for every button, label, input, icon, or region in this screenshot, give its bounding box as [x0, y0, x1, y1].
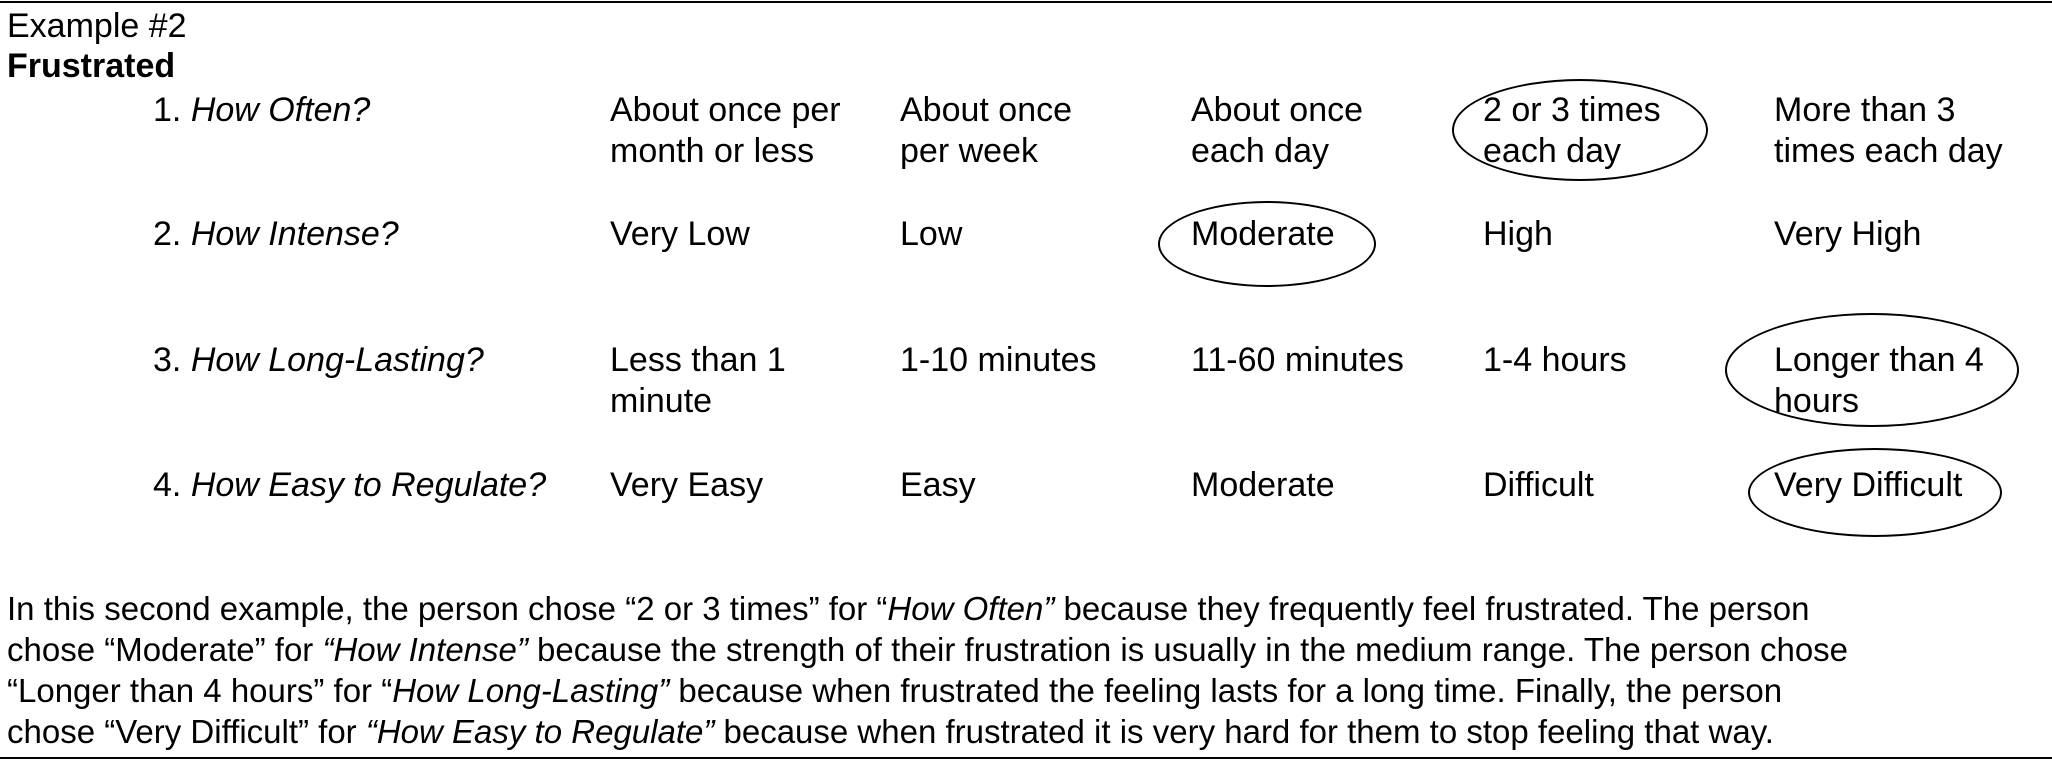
- option-moderate: Moderate: [1191, 215, 1335, 253]
- selection-circle-how-intense: [1158, 201, 1376, 287]
- option-very-difficult: Very Difficult: [1774, 466, 1963, 504]
- option-1-10-minutes: 1-10 minutes: [900, 341, 1097, 379]
- question-label: How Long-Lasting?: [190, 341, 484, 379]
- explanation-line: chose “Very Difficult” for “How Easy to Regulate” because when frustrated it is very hard for them to stop feeling that way.: [7, 713, 1774, 750]
- question-label: How Often?: [190, 91, 371, 129]
- question-label: How Intense?: [190, 215, 399, 253]
- option-11-60-minutes: 11-60 minutes: [1191, 341, 1404, 379]
- question-number: 2.: [153, 215, 182, 253]
- question-how-long-lasting: [153, 340, 484, 381]
- option-very-high: Very High: [1774, 215, 1922, 253]
- selection-circle-how-long-lasting: [1725, 313, 2019, 427]
- selection-circle-how-easy-to-regulate: [1748, 448, 2002, 537]
- option-moderate: Moderate: [1191, 466, 1335, 504]
- option-less-than-1-minute: Less than 1 minute: [610, 341, 786, 420]
- question-label: How Easy to Regulate?: [190, 466, 547, 504]
- explanation-line: In this second example, the person chose “2 or 3 times” for “How Often” because they frequently feel frustrated. The person: [7, 590, 1810, 627]
- option-low: Low: [900, 215, 963, 253]
- emotion-title: Frustrated: [7, 47, 176, 85]
- option-2-or-3-times-each-day: 2 or 3 times each day: [1483, 91, 1661, 170]
- option-difficult: Difficult: [1483, 466, 1594, 504]
- question-how-easy-to-regulate: [153, 465, 546, 506]
- explanation-paragraph: [7, 588, 2047, 752]
- option-more-than-3-times: More than 3 times each day: [1774, 91, 2003, 170]
- question-how-intense: [153, 214, 399, 255]
- option-high: High: [1483, 215, 1553, 253]
- option-very-easy: Very Easy: [610, 466, 764, 504]
- explanation-line: “Longer than 4 hours” for “How Long-Lasting” because when frustrated the feeling lasts for a long time. Finally, the person: [7, 672, 1783, 709]
- question-number: 1.: [153, 91, 182, 129]
- option-about-once-per-month: About once per month or less: [610, 91, 841, 170]
- option-easy: Easy: [900, 466, 976, 504]
- option-very-low: Very Low: [610, 215, 750, 253]
- option-about-once-each-day: About once each day: [1191, 91, 1364, 170]
- question-number: 3.: [153, 341, 182, 379]
- bottom-rule: [0, 757, 2052, 759]
- selection-circle-how-often: [1452, 79, 1708, 181]
- example-label: Example #2: [7, 7, 187, 45]
- option-longer-than-4-hours: Longer than 4 hours: [1774, 341, 1984, 420]
- explanation-line: chose “Moderate” for “How Intense” because the strength of their frustration is usually in the medium range. The person chose: [7, 631, 1849, 668]
- question-how-often: [153, 90, 370, 131]
- top-rule: [0, 1, 2052, 3]
- option-about-once-per-week: About once per week: [900, 91, 1073, 170]
- option-1-4-hours: 1-4 hours: [1483, 341, 1627, 379]
- question-number: 4.: [153, 466, 182, 504]
